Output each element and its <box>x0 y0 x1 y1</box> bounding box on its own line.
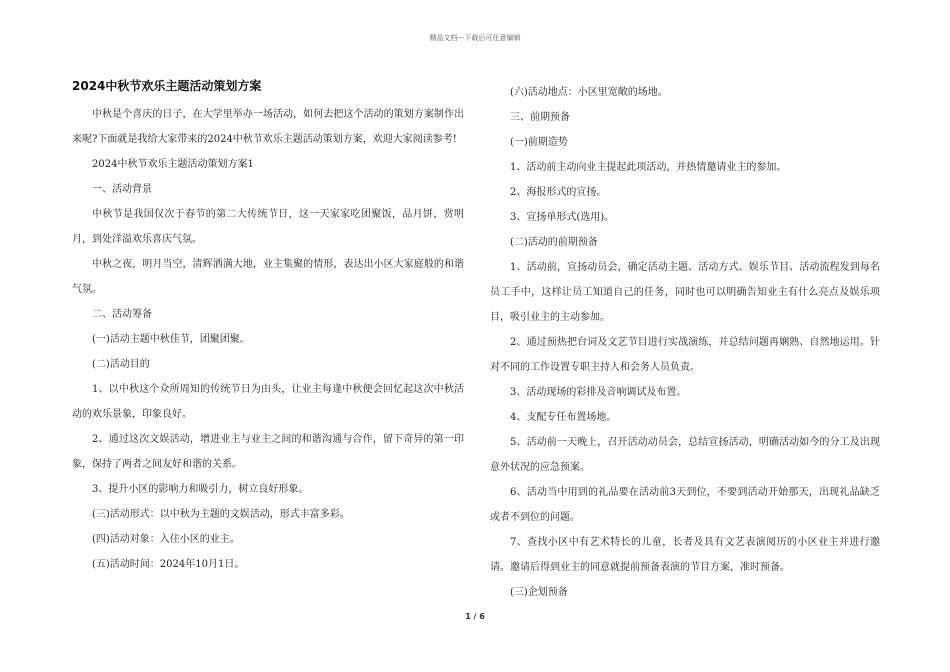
paragraph: (一)活动主题中秋佳节，团聚团聚。 <box>92 334 250 345</box>
paragraph: 三、前期预备 <box>510 112 570 123</box>
paragraph: (三)企划预备 <box>510 587 568 598</box>
paragraph: 4、支配专任布置场地。 <box>510 412 617 423</box>
paragraph: 1、以中秋这个众所周知的传统节日为由头，让业主每逢中秋便会回忆起这次中秋活动的欢乐景象，印象良好。 <box>72 384 464 420</box>
left-column <box>72 74 464 577</box>
paragraph: 2024中秋节欢乐主题活动策划方案1 <box>92 159 254 170</box>
right-column <box>490 80 880 605</box>
paragraph: (三)活动形式：以中秋为主题的文娱活动，形式丰富多彩。 <box>92 509 350 520</box>
paragraph: 6、活动当中用到的礼品要在活动前3天到位，不要到活动开始那天，出现礼品缺乏或者不到位的问题。 <box>490 487 880 523</box>
page-header: 精品文档---下载后可任意编辑 <box>429 34 521 42</box>
paragraph: 2、海报形式的宣扬。 <box>510 187 607 198</box>
paragraph: 2、通过预热把台词及文艺节目进行实战演练，并总结问题再娴熟、自然地运用。针对不同的工作设置专职主持人和会务人员负责。 <box>490 337 880 373</box>
paragraph: (六)活动地点：小区里宽敞的场地。 <box>510 87 668 98</box>
paragraph: (二)活动的前期预备 <box>510 237 598 248</box>
paragraph: (四)活动对象：入住小区的业主。 <box>92 534 240 545</box>
paragraph: 中秋是个喜庆的日子，在大学里举办一场活动，如何去把这个活动的策划方案制作出来呢?下面就是我给大家带来的2024中秋节欢乐主题活动策划方案，欢迎大家阅读参考! <box>72 109 464 145</box>
right-body <box>490 80 880 605</box>
paragraph: 5、活动前一天晚上，召开活动动员会，总结宣扬活动，明确活动如今的分工及出现意外状况的应急预案。 <box>490 437 880 473</box>
paragraph: 2、通过这次文娱活动，增进业主与业主之间的和谐沟通与合作，留下奇异的第一印象，保持了两者之间友好和谐的关系。 <box>72 434 464 470</box>
paragraph: 3、活动现场的彩排及音响调试及布置。 <box>510 387 687 398</box>
paragraph: 3、提升小区的影响力和吸引力，树立良好形象。 <box>92 484 309 495</box>
paragraph: 中秋之夜，明月当空，清辉洒满大地，业主集聚的情形，表达出小区大家庭般的和谐气氛。 <box>72 259 464 295</box>
paragraph: (五)活动时间：2024年10月1日。 <box>92 559 245 570</box>
paragraph: 7、查找小区中有艺术特长的儿童，长者及具有文艺表演阅历的小区业主并进行邀请。邀请后得到业主的同意就提前预备表演的节目方案，准时预备。 <box>490 537 880 573</box>
paragraph: (二)活动目的 <box>92 359 150 370</box>
paragraph: 中秋节是我国仅次于春节的第二大传统节日，这一天家家吃团聚饭，品月饼，赏明月，到处洋溢欢乐喜庆气氛。 <box>72 209 464 245</box>
left-body <box>72 102 464 577</box>
paragraph: 1、活动前，宣扬动员会，确定活动主题、活动方式、娱乐节目、活动流程发到每名员工手中，这样让员工知道自己的任务，同时也可以明确告知业主有什么亮点及娱乐项目，吸引业主的主动参加。 <box>490 262 880 323</box>
paragraph: 一、活动背景 <box>92 184 152 195</box>
paragraph: 1、活动前主动向业主提起此项活动，并热情邀请业主的参加。 <box>510 162 787 173</box>
paragraph: 3、宣扬单形式(选用)。 <box>510 212 615 223</box>
document-title: 2024中秋节欢乐主题活动策划方案 <box>72 79 262 93</box>
paragraph: 二、活动筹备 <box>92 309 152 320</box>
page-number: 1 / 6 <box>465 612 485 621</box>
paragraph: (一)前期造势 <box>510 137 568 148</box>
